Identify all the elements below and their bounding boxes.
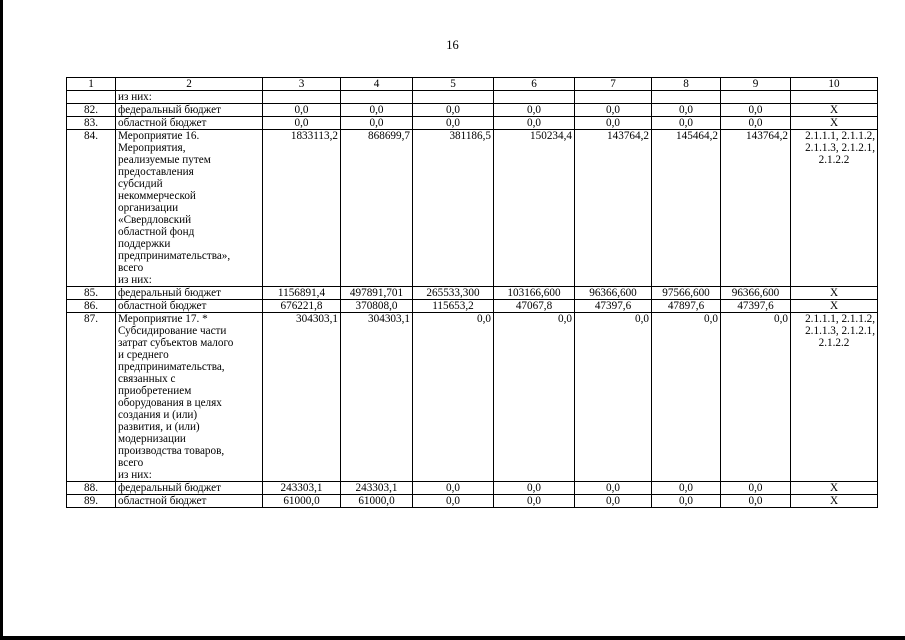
target-codes [791,104,878,117]
value-cell-col7: 0,0 [575,104,652,117]
target-code-line: Х [829,495,839,507]
table-row [67,117,878,130]
value-cell-col4: 868699,7 [341,130,413,287]
column-header: 4 [341,78,413,91]
value-cell-col7: 0,0 [575,482,652,495]
scan-edge-left [0,0,3,640]
value-cell-col9: 47397,6 [721,300,791,313]
target-code-line: Х [829,300,839,312]
description-line: из них: [118,91,152,103]
target-code-line: 2.1.1.1, 2.1.1.2, [805,313,875,325]
description-line: «Свердловский [118,214,192,226]
description-line: из них: [118,274,152,286]
value-cell-col9: 0,0 [721,495,791,508]
row-number: 86. [67,300,116,313]
description-line: областной бюджет [118,495,207,507]
value-cell-col8: 0,0 [652,313,721,482]
value-cell-col3: 61000,0 [263,495,341,508]
description-line: реализуемые путем [118,154,211,166]
value-cell-col7: 143764,2 [575,130,652,287]
value-cell-col3: 0,0 [263,104,341,117]
row-number: 85. [67,287,116,300]
value-cell-col3 [263,91,341,104]
description-line: предпринимательства, [118,361,225,373]
target-code-line: 2.1.1.1, 2.1.1.2, [805,130,875,142]
description-line: Субсидирование части [118,325,227,337]
target-code-line: 2.1.1.3, 2.1.2.1, [805,325,875,337]
value-cell-col6: 0,0 [494,313,575,482]
value-cell-col8 [652,91,721,104]
value-cell-col7: 47397,6 [575,300,652,313]
row-description [116,287,263,300]
value-cell-col7: 0,0 [575,117,652,130]
value-cell-col4: 304303,1 [341,313,413,482]
value-cell-col9: 0,0 [721,482,791,495]
table-row [67,91,878,104]
value-cell-col8: 145464,2 [652,130,721,287]
table-row [67,130,878,287]
column-header: 6 [494,78,575,91]
table-row [67,482,878,495]
row-description [116,495,263,508]
value-cell-col9: 0,0 [721,117,791,130]
target-code-line: Х [829,287,839,299]
description-line: всего [118,262,144,274]
row-number: 84. [67,130,116,287]
row-description [116,91,263,104]
scan-edge-bottom [0,636,905,640]
description-line: областной фонд [118,226,195,238]
target-codes [791,287,878,300]
description-line: организации [118,202,179,214]
table-row [67,104,878,117]
value-cell-col7 [575,91,652,104]
value-cell-col9: 0,0 [721,313,791,482]
description-line: производства товаров, [118,445,225,457]
value-cell-col5: 0,0 [413,313,494,482]
value-cell-col6: 0,0 [494,117,575,130]
value-cell-col4: 370808,0 [341,300,413,313]
target-code-line: 2.1.1.3, 2.1.2.1, [805,142,875,154]
value-cell-col5: 115653,2 [413,300,494,313]
description-line: федеральный бюджет [118,482,221,494]
row-description [116,313,263,482]
value-cell-col5 [413,91,494,104]
value-cell-col8: 47897,6 [652,300,721,313]
value-cell-col3: 1156891,4 [263,287,341,300]
value-cell-col6 [494,91,575,104]
target-codes [791,91,878,104]
row-number: 83. [67,117,116,130]
value-cell-col5: 0,0 [413,104,494,117]
description-line: приобретением [118,385,192,397]
column-header: 8 [652,78,721,91]
description-line: поддержки [118,238,171,250]
description-line: областной бюджет [118,117,207,129]
description-line: модернизации [118,433,186,445]
target-codes [791,130,878,287]
column-header: 2 [116,78,263,91]
column-header: 5 [413,78,494,91]
description-line: предпринимательства», [118,250,231,262]
description-line: субсидий [118,178,163,190]
table-body [67,91,878,508]
row-number: 89. [67,495,116,508]
column-header: 10 [791,78,878,91]
value-cell-col3: 0,0 [263,117,341,130]
value-cell-col4: 497891,701 [341,287,413,300]
row-description [116,300,263,313]
column-header: 7 [575,78,652,91]
value-cell-col6: 47067,8 [494,300,575,313]
description-line: всего [118,457,144,469]
value-cell-col8: 0,0 [652,104,721,117]
target-codes [791,300,878,313]
value-cell-col5: 265533,300 [413,287,494,300]
row-number [67,91,116,104]
description-line: Мероприятие 17. * [118,313,208,325]
table-row [67,287,878,300]
value-cell-col4: 0,0 [341,117,413,130]
description-line: затрат субъектов малого [118,337,234,349]
value-cell-col4: 61000,0 [341,495,413,508]
value-cell-col7: 0,0 [575,313,652,482]
description-line: областной бюджет [118,300,207,312]
description-line: из них: [118,469,152,481]
description-line: Мероприятия, [118,142,186,154]
table-row [67,495,878,508]
target-code-line: 2.1.2.2 [818,337,850,349]
row-description [116,130,263,287]
value-cell-col4: 243303,1 [341,482,413,495]
value-cell-col9: 143764,2 [721,130,791,287]
value-cell-col3: 304303,1 [263,313,341,482]
value-cell-col7: 0,0 [575,495,652,508]
row-description [116,482,263,495]
column-header: 9 [721,78,791,91]
description-line: Мероприятие 16. [118,130,200,142]
column-header-row [67,78,878,91]
description-line: и среднего [118,349,169,361]
row-number: 87. [67,313,116,482]
value-cell-col3: 676221,8 [263,300,341,313]
value-cell-col9: 0,0 [721,104,791,117]
target-codes [791,495,878,508]
value-cell-col9 [721,91,791,104]
value-cell-col8: 97566,600 [652,287,721,300]
value-cell-col5: 0,0 [413,482,494,495]
value-cell-col8: 0,0 [652,482,721,495]
description-line: создания и (или) [118,409,198,421]
row-number: 88. [67,482,116,495]
target-codes [791,117,878,130]
description-line: федеральный бюджет [118,104,221,116]
row-number: 82. [67,104,116,117]
description-line: предоставления [118,166,194,178]
budget-table [66,77,878,508]
value-cell-col8: 0,0 [652,117,721,130]
row-description [116,117,263,130]
description-line: связанных с [118,373,176,385]
description-line: развития, и (или) [118,421,200,433]
description-line: федеральный бюджет [118,287,221,299]
table-row [67,313,878,482]
row-description [116,104,263,117]
value-cell-col6: 0,0 [494,482,575,495]
value-cell-col4 [341,91,413,104]
value-cell-col6: 0,0 [494,495,575,508]
value-cell-col5: 0,0 [413,495,494,508]
target-codes [791,313,878,482]
page-number: 16 [446,38,459,52]
column-header: 3 [263,78,341,91]
value-cell-col7: 96366,600 [575,287,652,300]
value-cell-col6: 0,0 [494,104,575,117]
description-line: оборудования в целях [118,397,222,409]
value-cell-col6: 150234,4 [494,130,575,287]
value-cell-col3: 243303,1 [263,482,341,495]
table-row [67,300,878,313]
value-cell-col9: 96366,600 [721,287,791,300]
target-codes [791,482,878,495]
description-line: некоммерческой [118,190,196,202]
target-code-line: Х [829,482,839,494]
value-cell-col5: 381186,5 [413,130,494,287]
value-cell-col6: 103166,600 [494,287,575,300]
value-cell-col5: 0,0 [413,117,494,130]
value-cell-col8: 0,0 [652,495,721,508]
target-code-line: 2.1.2.2 [818,154,850,166]
value-cell-col4: 0,0 [341,104,413,117]
target-code-line: Х [829,104,839,116]
column-header: 1 [67,78,116,91]
target-code-line: Х [829,117,839,129]
value-cell-col3: 1833113,2 [263,130,341,287]
